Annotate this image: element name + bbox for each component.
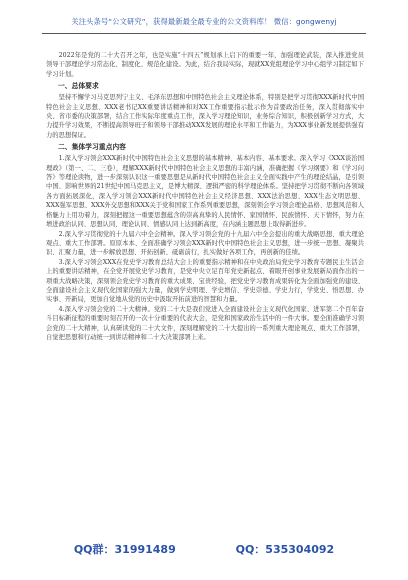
section-heading-1: 一、总体要求 <box>58 82 99 91</box>
study-item-1: 1.深入学习领会XXX新时代中国特色社会主义思想的基本精神、基本内容、基本要求。深入学习《XXX谈治国理政》（第一、二、三卷），理解XXX新时代中国特色社会主义思想的丰富内涵，准确把握《学习纲要》和《学习问答》等理论读物，进一步深刻认识这一重要思想是从新时代中国特色社会主义全面实践中产生的理论结晶，是引领中国、影响世界的21世纪中国马克思主义，是博大精深、逻辑严密的科学理论体系。坚持把学习贯彻不断向各领域各方面拓展深化，深入学习领会XXX新时代中国特色社会主义经济思想、XXX法治思想、XXX生态文明思想、XXX强军思想、XXX外交思想和XXX关于党和国家工作系列重要思想，深刻领会学习领会理论品格、思想风范和人格魅力上用功着力，深刻把握这一重要思想蕴含的崇高真挚的人民情怀、家国情怀、民族情怀、天下情怀，努力在增进政治认同、思想认同、理论认同、情感认同上达到新高度，在内涵主题思想上取得新进步。 <box>46 155 364 229</box>
section-heading-2: 二、集体学习重点内容 <box>58 143 126 152</box>
footer-qq-group: QQ群：31991489 <box>73 543 176 556</box>
study-item-4: 4.深入学习领会党的二十大精神。党的二十大是我们党进入全面建设社会主义现代化国家、进军第二个百年奋斗目标新征程的重要时刻召开的一次十分重要的代表大会，是党和国家政治生活中的一件大事。要全面准确学习领会党的二十大精神，认真研读党的二十大文件，深刻理解党的二十大提出的一系列重大理论观点、重大工作部署，自觉把思想和行动统一到讲话精神和二十大决策部署上来。 <box>46 305 364 341</box>
study-item-3: 3.深入学习领会XXX在党史学习教育总结大会上的重要指示精神和在中央政治局党史学习教育专题民主生活会上的重要讲话精神，在全党开展党史学习教育，是党中央立足百年党史新起点、着眼开创事业发展新局面作出的一项重大战略决策，深刻领会党史学习教育的重大成果、宝贵经验，把党史学习教育成果转化为全面加强党的建设、全面建设社会主义现代化国家的强大力量，做到学史明理、学史增信、学史崇德、学史力行，学党史、悟思想、办实事、开新局，更加自觉地从党的历史中汲取开拓前进的智慧和力量。 <box>46 258 364 304</box>
footer-contact <box>0 541 408 557</box>
header-divider <box>42 33 366 34</box>
intro-paragraph: 2022年是党的二十大召开之年，也是实施“十四五”规划承上启下的重要一年，加强理论武装，深入推进党员领导干部理论学习常态化、制度化、规范化建设。为此，结合我局实际，现就XX党组理论学习中心组学习制定如下学习计划。 <box>46 52 364 78</box>
section-1-paragraph: 坚持不懈学习马克思列宁主义、毛泽东思想和中国特色社会主义理论体系，特别是把学习贯彻XXX新时代中国特色社会主义思想、XXX老书记XX重要讲话精神和对XX工作重要指示批示作为首要政治任务，深入贯彻落实中央、省市委的决策部署，结合工作实际年度重点工作，深入学习理论知识，业务综合知识，积极创新学习方式，大力提升学习效果，不断提高领导班子和领导干部推动XXX发展的理论水平和工作能力，为XXX事业新发展提供强有力的思想保证。 <box>46 94 364 139</box>
header-banner: 关注头条号“公文研究”，获得最新最全最专业的公文资料库！ 微信：gongwenyj <box>71 17 337 26</box>
footer-qq-number: QQ：535304092 <box>235 543 335 556</box>
study-item-2: 2.深入学习贯彻党的十九届六中全会精神。深入学习领会党的十九届六中全会提出的重大战略思想、重大理论观点、重大工作部署。原原本本、全面准确学习领会XXX新时代中国特色社会主义思想，进一步统一思想、凝聚共识、汇聚力量，进一步解放思想、开拓创新、砥砺前行，扎实做好各项工作，再创新的佳绩。 <box>46 230 364 257</box>
document-body <box>46 51 364 342</box>
